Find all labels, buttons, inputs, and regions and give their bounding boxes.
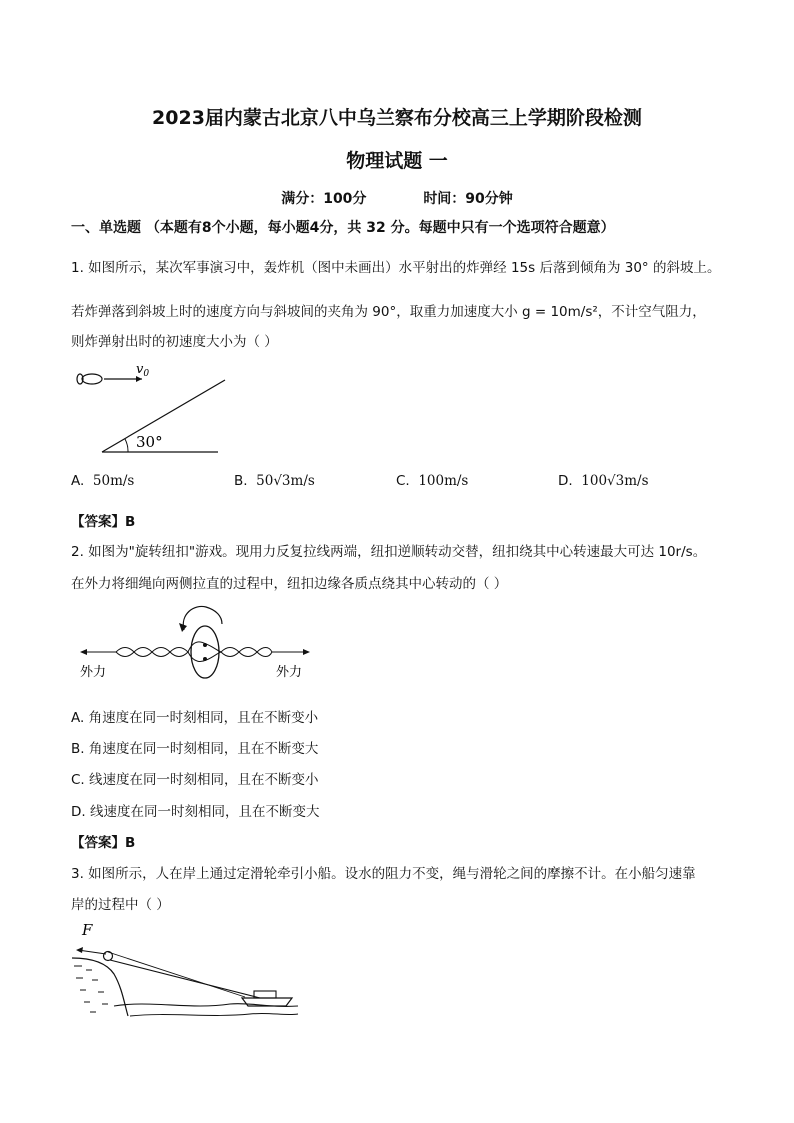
button-disc: [191, 626, 219, 678]
right-force-label: 外力: [276, 665, 303, 680]
q2-line2: 在外力将细绳向两侧拉直的过程中，纽扣边缘各质点绕其中心转动的（ ）: [71, 576, 508, 592]
q3-line1: 3. 如图所示，人在岸上通过定滑轮牵引小船。设水的阻力不变，绳与滑轮之间的摩擦不计。在小船匀速靠: [71, 866, 696, 882]
rope: [110, 960, 260, 998]
q2-option-b: B. 角速度在同一时刻相同，且在不断变大: [71, 741, 319, 757]
slope-line: [102, 380, 225, 452]
q1-line1: 1. 如图所示，某次军事演习中，轰炸机（图中未画出）水平射出的炸弹经 15s 后落到倾角为 30° 的斜坡上。: [71, 260, 721, 276]
angle-arc: [125, 439, 128, 452]
document-title: 2023届内蒙古北京八中乌兰察布分校高三上学期阶段检测: [152, 107, 642, 129]
q2-line1: 2. 如图为"旋转纽扣"游戏。现用力反复拉线两端，纽扣逆顺转动交替，纽扣绕其中心转速最大可达 10r/s。: [71, 544, 707, 560]
q3-figure: [70, 918, 305, 1023]
bomb-icon: [77, 374, 102, 384]
q1-option-a: A. 50m/s: [71, 473, 135, 489]
q3-line2: 岸的过程中（ ）: [71, 897, 170, 913]
q2-figure: [76, 602, 316, 686]
exam-time: 时间：90分钟: [423, 191, 513, 207]
river-bank: [72, 958, 128, 1016]
section-heading: 一、单选题 （本题有8个小题，每小题4分，共 32 分。每题中只有一个选项符合题意）: [71, 220, 615, 236]
q1-option-b: B. 50√3m/s: [234, 473, 315, 489]
document-subtitle: 物理试题 一: [346, 150, 448, 172]
v-label: $v_0$: [136, 362, 150, 379]
left-force-label: 外力: [80, 665, 107, 680]
force-label: F: [82, 921, 93, 939]
q1-line2: 若炸弹落到斜坡上时的速度方向与斜坡间的夹角为 90°，取重力加速度大小 g = 10m/s²，不计空气阻力，: [71, 304, 706, 320]
q1-line3: 则炸弹射出时的初速度大小为（ ）: [71, 334, 278, 350]
q2-option-c: C. 线速度在同一时刻相同，且在不断变小: [71, 772, 319, 788]
q1-answer: 【答案】B: [71, 514, 136, 530]
q1-option-d: D. 100√3m/s: [558, 473, 649, 489]
exam-meta: [0, 188, 794, 208]
q1-option-c: C. 100m/s: [396, 473, 469, 489]
q2-answer: 【答案】B: [71, 835, 136, 851]
water-surface: [114, 1004, 298, 1007]
angle-label: 30°: [136, 433, 163, 451]
q1-figure: [70, 360, 240, 460]
q2-option-d: D. 线速度在同一时刻相同，且在不断变大: [71, 804, 320, 820]
q2-option-a: A. 角速度在同一时刻相同，且在不断变小: [71, 710, 319, 726]
full-score: 满分：100分: [281, 191, 367, 207]
